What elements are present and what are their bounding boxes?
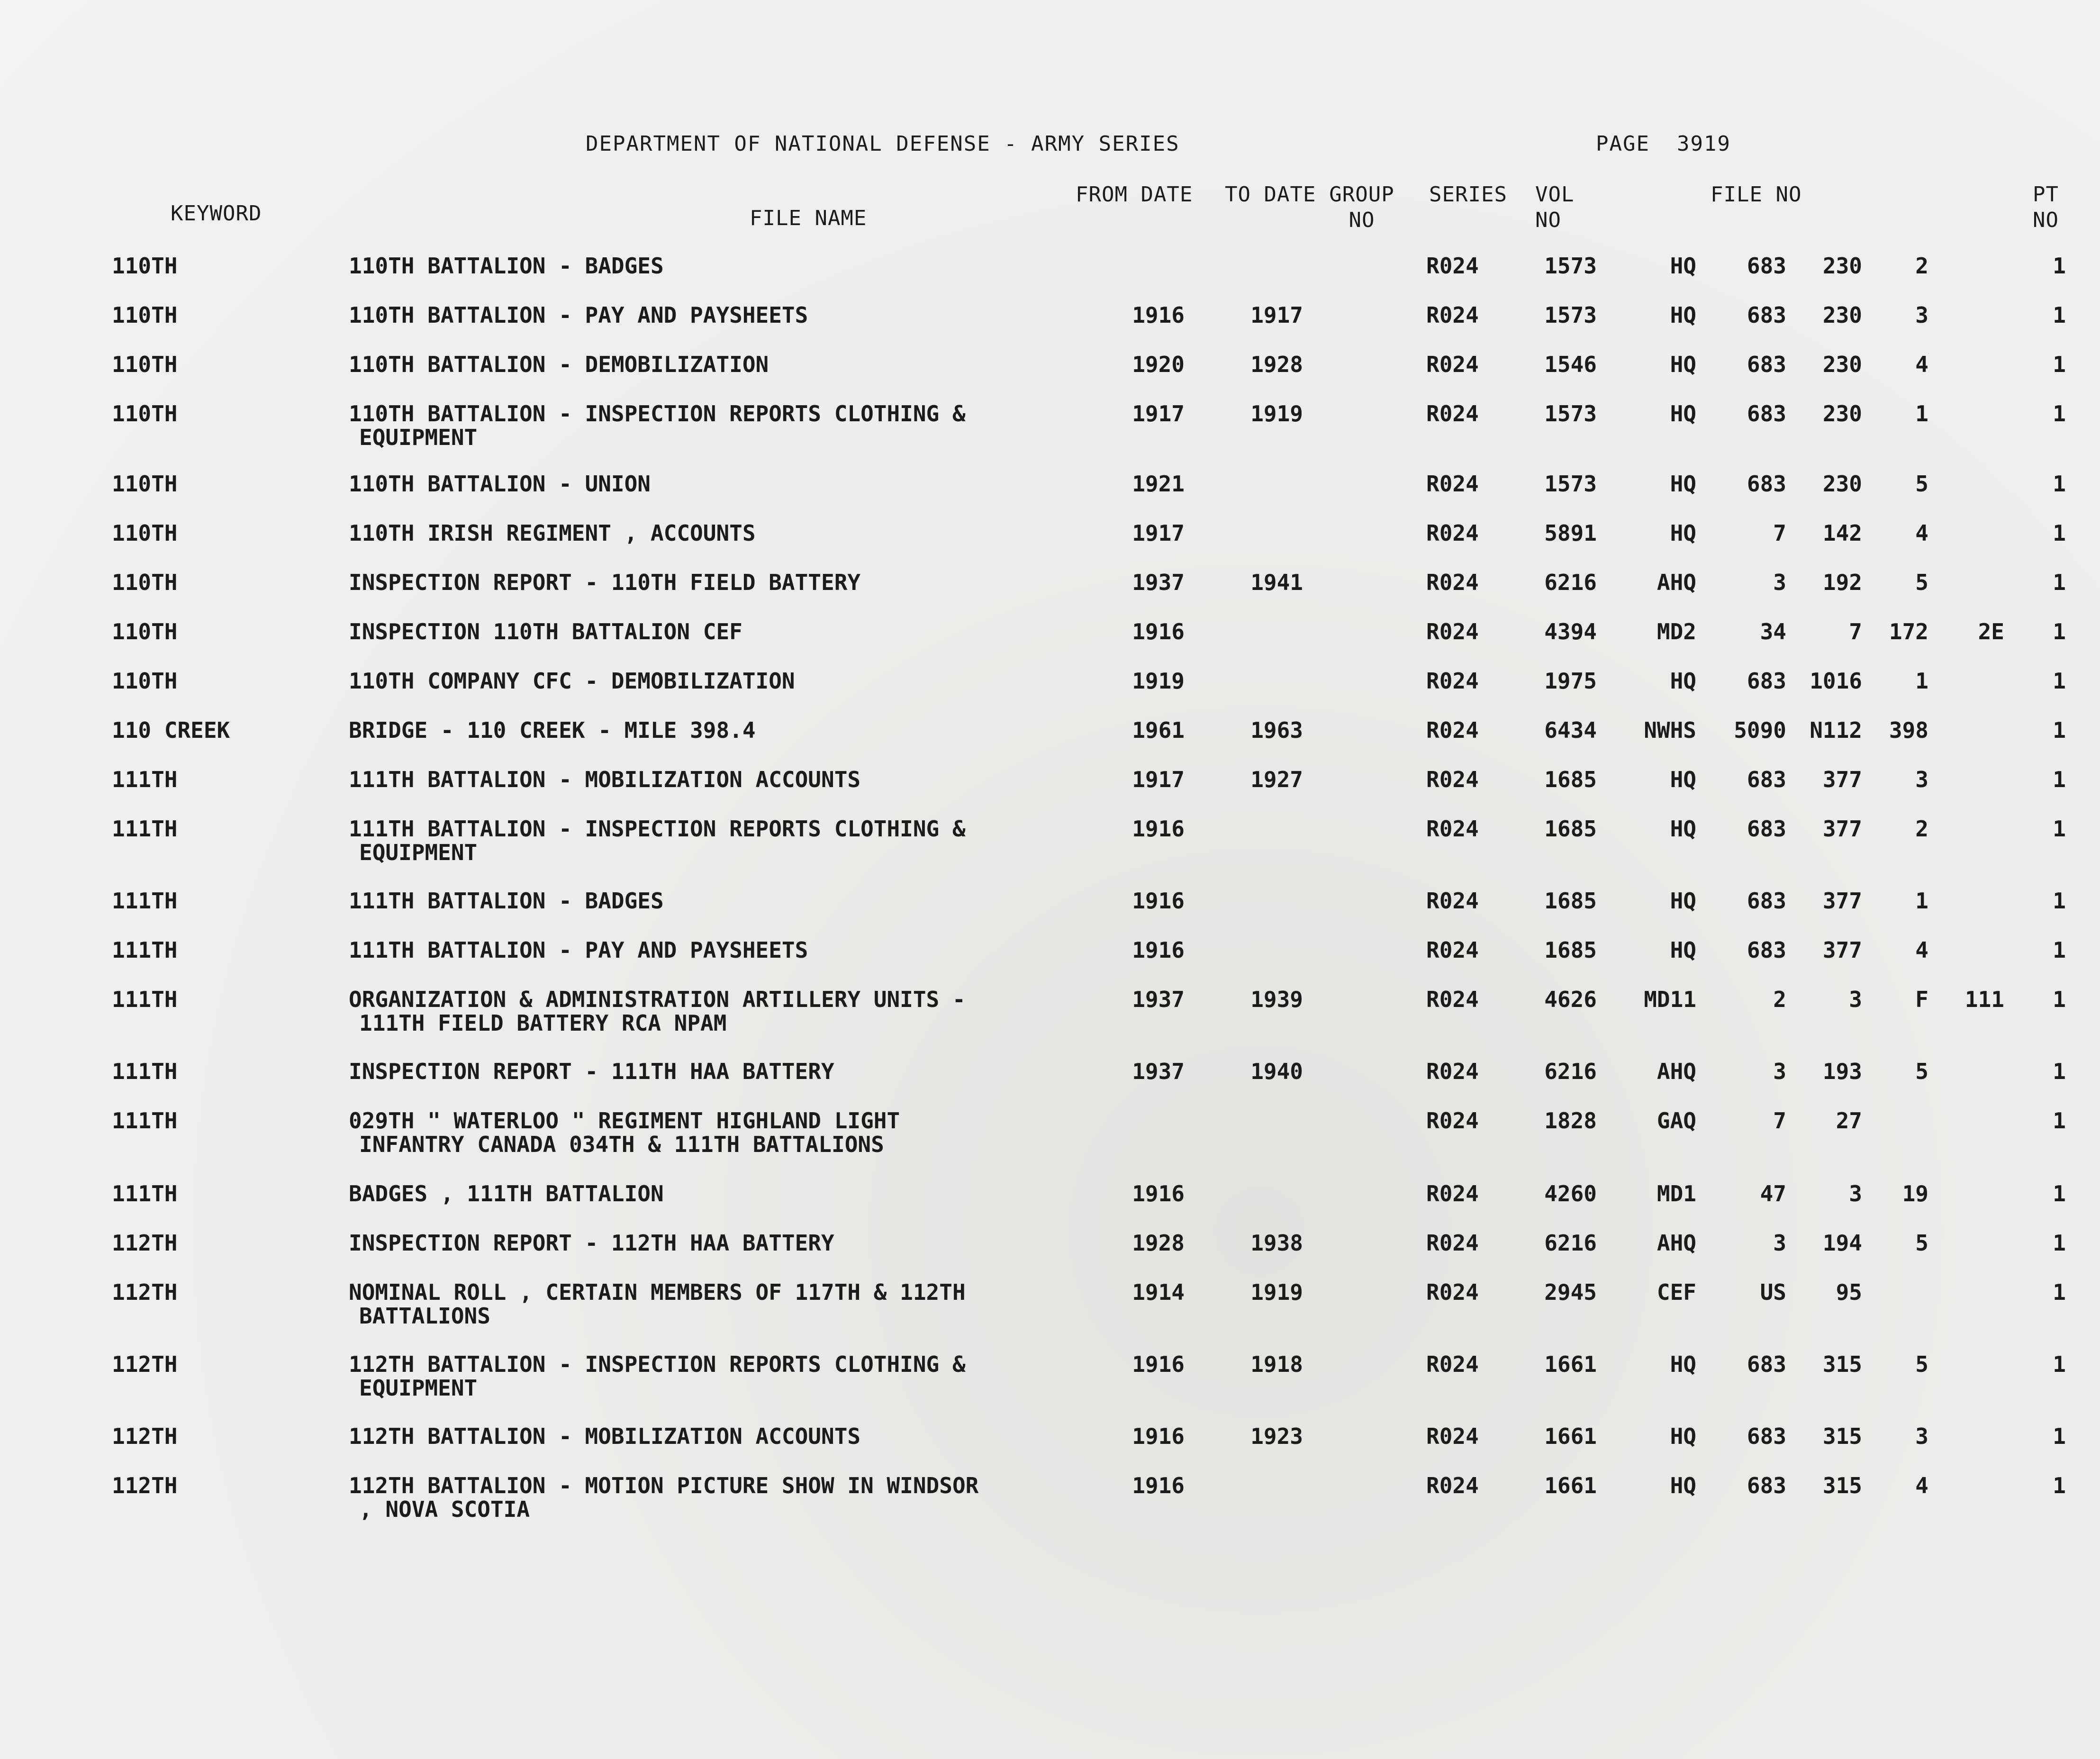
page-number: 3919 [1676,132,1731,156]
file-no-part3-cell: 5 [1915,1059,1928,1084]
file-no-part3-cell: 2 [1915,253,1928,279]
file-no-part1-cell: 683 [1747,302,1786,328]
vol-no-cell: 1685 [1544,767,1597,792]
file-no-part2-cell: N112 [1810,717,1862,743]
vol-no-cell: 6434 [1544,717,1597,743]
keyword-cell: 111TH [112,767,178,792]
from-date-cell: 1916 [1132,302,1185,328]
series-cell: R024 [1426,717,1479,743]
vol-no-cell: 6216 [1544,1230,1597,1256]
header-series: SERIES [1429,182,1507,207]
file-name-line1: 111TH BATTALION - INSPECTION REPORTS CLOTHING & [349,816,966,842]
series-cell: R024 [1426,1279,1479,1305]
series-cell: R024 [1426,352,1479,377]
series-cell: R024 [1426,937,1479,963]
file-no-part2-cell: 377 [1822,767,1862,792]
file-no-part1-cell: 683 [1747,767,1786,792]
series-cell: R024 [1426,1424,1479,1449]
file-no-part3-cell: 4 [1915,1473,1928,1498]
to-date-cell: 1919 [1250,401,1303,426]
pt-no-cell: 1 [2053,1279,2066,1305]
file-no-part2-cell: 230 [1822,401,1862,426]
keyword-cell: 111TH [112,1181,178,1206]
vol-no-cell: 1975 [1544,668,1597,694]
file-no-part1-cell: US [1760,1279,1786,1305]
from-date-cell: 1916 [1132,816,1185,842]
series-cell: R024 [1426,520,1479,546]
vol-no-cell: 6216 [1544,570,1597,595]
header-from-date: FROM DATE [1076,182,1193,207]
page-number-label [1596,132,1731,156]
file-name-line1: 112TH BATTALION - MOTION PICTURE SHOW IN WINDSOR [349,1473,979,1498]
file-name-line1: 110TH BATTALION - PAY AND PAYSHEETS [349,302,808,328]
file-no-office-cell: AHQ [1656,1230,1696,1256]
keyword-cell: 110TH [112,352,178,377]
series-cell: R024 [1426,816,1479,842]
vol-no-cell: 1573 [1544,302,1597,328]
file-no-part2-cell: 377 [1822,937,1862,963]
file-no-part2-cell: 194 [1822,1230,1862,1256]
header-keyword: KEYWORD [171,201,262,226]
series-cell: R024 [1426,1108,1479,1133]
file-name-cell [349,521,1069,545]
file-name-cell [349,1060,1069,1083]
file-no-part1-cell: 5090 [1734,717,1786,743]
file-name-cell [349,1231,1069,1255]
file-no-office-cell: MD11 [1644,987,1696,1012]
file-no-office-cell: HQ [1670,767,1696,792]
pt-no-cell: 1 [2053,888,2066,914]
pt-no-cell: 1 [2053,1059,2066,1084]
vol-no-cell: 5891 [1544,520,1597,546]
series-cell: R024 [1426,1059,1479,1084]
pt-no-cell: 1 [2053,1473,2066,1498]
file-no-office-cell: HQ [1670,1424,1696,1449]
pt-no-cell: 1 [2053,816,2066,842]
file-no-part3-cell: 19 [1902,1181,1928,1206]
file-no-office-cell: HQ [1670,888,1696,914]
series-cell: R024 [1426,888,1479,914]
file-name-cell [349,571,1069,594]
vol-no-cell: 6216 [1544,1059,1597,1084]
file-no-office-cell: HQ [1670,668,1696,694]
file-name-line1: BADGES , 111TH BATTALION [349,1181,664,1206]
file-name-cell [349,254,1069,278]
pt-no-cell: 1 [2053,1351,2066,1377]
vol-no-cell: 1661 [1544,1424,1597,1449]
file-no-part2-cell: 7 [1849,619,1862,644]
file-name-cell [349,1109,1069,1156]
file-no-part1-cell: 683 [1747,1351,1786,1377]
file-name-cell [349,1424,1069,1448]
pt-no-cell: 1 [2053,619,2066,644]
file-name-line2: 111TH FIELD BATTERY RCA NPAM [359,1010,727,1036]
series-cell: R024 [1426,1181,1479,1206]
vol-no-cell: 1573 [1544,401,1597,426]
file-no-part1-cell: 683 [1747,352,1786,377]
file-no-part1-cell: 7 [1773,520,1786,546]
file-no-part1-cell: 683 [1747,1473,1786,1498]
file-no-part4-cell: 2E [1978,619,2004,644]
to-date-cell: 1928 [1250,352,1303,377]
from-date-cell: 1916 [1132,937,1185,963]
file-no-part3-cell: 5 [1915,471,1928,497]
pt-no-cell: 1 [2053,302,2066,328]
header-file-no: FILE NO [1711,182,1802,207]
file-name-line1: INSPECTION REPORT - 110TH FIELD BATTERY [349,570,861,595]
page-label-text: PAGE [1596,132,1650,156]
from-date-cell: 1916 [1132,1473,1185,1498]
file-no-part3-cell: 5 [1915,1230,1928,1256]
file-no-part3-cell: 2 [1915,816,1928,842]
file-name-cell [349,768,1069,791]
file-name-cell [349,620,1069,644]
from-date-cell: 1920 [1132,352,1185,377]
pt-no-cell: 1 [2053,987,2066,1012]
from-date-cell: 1937 [1132,987,1185,1012]
file-no-office-cell: AHQ [1656,1059,1696,1084]
from-date-cell: 1917 [1132,520,1185,546]
file-name-cell [349,1182,1069,1206]
file-no-part1-cell: 683 [1747,668,1786,694]
pt-no-cell: 1 [2053,668,2066,694]
file-name-line1: 110TH BATTALION - UNION [349,471,651,497]
series-cell: R024 [1426,987,1479,1012]
table-row [0,988,2100,1054]
file-no-part3-cell: 4 [1915,352,1928,377]
to-date-cell: 1938 [1250,1230,1303,1256]
file-no-part3-cell: 398 [1889,717,1928,743]
to-date-cell: 1941 [1250,570,1303,595]
pt-no-cell: 1 [2053,352,2066,377]
file-no-part2-cell: 230 [1822,471,1862,497]
series-cell: R024 [1426,619,1479,644]
pt-no-cell: 1 [2053,937,2066,963]
from-date-cell: 1914 [1132,1279,1185,1305]
file-no-part1-cell: 3 [1773,570,1786,595]
from-date-cell: 1917 [1132,767,1185,792]
file-no-part2-cell: 27 [1836,1108,1862,1133]
file-no-office-cell: HQ [1670,816,1696,842]
file-no-office-cell: HQ [1670,1473,1696,1498]
series-cell: R024 [1426,1351,1479,1377]
page-title: DEPARTMENT OF NATIONAL DEFENSE - ARMY SERIES [586,132,1180,156]
file-no-part2-cell: 192 [1822,570,1862,595]
series-cell: R024 [1426,1230,1479,1256]
file-no-part2-cell: 142 [1822,520,1862,546]
file-no-office-cell: GAQ [1656,1108,1696,1133]
to-date-cell: 1918 [1250,1351,1303,1377]
file-no-part1-cell: 683 [1747,471,1786,497]
keyword-cell: 112TH [112,1230,178,1256]
file-no-part2-cell: 193 [1822,1059,1862,1084]
file-no-part3-cell: 172 [1889,619,1928,644]
file-name-cell [349,472,1069,496]
file-name-line2: INFANTRY CANADA 034TH & 111TH BATTALIONS [359,1132,884,1157]
file-no-part2-cell: 3 [1849,1181,1862,1206]
file-name-cell [349,303,1069,327]
file-no-part3-cell: 3 [1915,767,1928,792]
file-name-line1: 111TH BATTALION - PAY AND PAYSHEETS [349,937,808,963]
file-name-line1: 112TH BATTALION - INSPECTION REPORTS CLOTHING & [349,1351,966,1377]
file-no-part2-cell: 3 [1849,987,1862,1012]
table-row [0,1474,2100,1540]
vol-no-cell: 4626 [1544,987,1597,1012]
to-date-cell: 1927 [1250,767,1303,792]
file-no-part1-cell: 683 [1747,937,1786,963]
keyword-cell: 110TH [112,570,178,595]
file-name-cell [349,889,1069,913]
table-row [0,817,2100,883]
pt-no-cell: 1 [2053,570,2066,595]
file-no-office-cell: MD2 [1656,619,1696,644]
file-name-line1: INSPECTION 110TH BATTALION CEF [349,619,742,644]
file-name-cell [349,988,1069,1035]
pt-no-cell: 1 [2053,520,2066,546]
file-no-part1-cell: 683 [1747,253,1786,279]
header-file-name: FILE NAME [750,206,867,230]
pt-no-cell: 1 [2053,1424,2066,1449]
vol-no-cell: 1685 [1544,888,1597,914]
file-no-office-cell: HQ [1670,253,1696,279]
header-pt-no: PT NO [2033,182,2059,232]
file-name-cell [349,718,1069,742]
file-name-line1: 112TH BATTALION - MOBILIZATION ACCOUNTS [349,1424,861,1449]
from-date-cell: 1917 [1132,401,1185,426]
file-name-line2: EQUIPMENT [359,425,478,450]
file-no-part2-cell: 377 [1822,816,1862,842]
file-name-line1: 111TH BATTALION - MOBILIZATION ACCOUNTS [349,767,861,792]
series-cell: R024 [1426,401,1479,426]
pt-no-cell: 1 [2053,253,2066,279]
series-cell: R024 [1426,668,1479,694]
keyword-cell: 112TH [112,1473,178,1498]
file-no-part3-cell: 4 [1915,520,1928,546]
from-date-cell: 1928 [1132,1230,1185,1256]
keyword-cell: 111TH [112,1059,178,1084]
series-cell: R024 [1426,471,1479,497]
keyword-cell: 110TH [112,471,178,497]
file-no-part3-cell: 5 [1915,1351,1928,1377]
table-row [0,1352,2100,1419]
file-no-part1-cell: 3 [1773,1059,1786,1084]
file-no-part2-cell: 315 [1822,1351,1862,1377]
vol-no-cell: 1685 [1544,937,1597,963]
pt-no-cell: 1 [2053,471,2066,497]
file-name-line1: NOMINAL ROLL , CERTAIN MEMBERS OF 117TH & 112TH [349,1279,966,1305]
pt-no-cell: 1 [2053,1181,2066,1206]
series-cell: R024 [1426,767,1479,792]
file-no-part1-cell: 47 [1760,1181,1786,1206]
file-no-part2-cell: 377 [1822,888,1862,914]
vol-no-cell: 1546 [1544,352,1597,377]
file-no-office-cell: HQ [1670,302,1696,328]
keyword-cell: 111TH [112,987,178,1012]
file-no-part2-cell: 1016 [1810,668,1862,694]
vol-no-cell: 1573 [1544,253,1597,279]
from-date-cell: 1937 [1132,570,1185,595]
keyword-cell: 110TH [112,520,178,546]
from-date-cell: 1916 [1132,1351,1185,1377]
keyword-cell: 112TH [112,1424,178,1449]
file-name-line2: EQUIPMENT [359,1375,478,1401]
vol-no-cell: 1573 [1544,471,1597,497]
keyword-cell: 111TH [112,816,178,842]
vol-no-cell: 1828 [1544,1108,1597,1133]
table-row [0,1109,2100,1175]
file-no-office-cell: HQ [1670,937,1696,963]
file-no-part1-cell: 2 [1773,987,1786,1012]
pt-no-cell: 1 [2053,717,2066,743]
keyword-cell: 110TH [112,302,178,328]
pt-no-cell: 1 [2053,1230,2066,1256]
file-no-part2-cell: 95 [1836,1279,1862,1305]
file-no-part3-cell: F [1915,987,1928,1012]
file-no-office-cell: HQ [1670,520,1696,546]
file-name-cell [349,1474,1069,1521]
vol-no-cell: 1661 [1544,1351,1597,1377]
file-name-line1: BRIDGE - 110 CREEK - MILE 398.4 [349,717,756,743]
file-no-part2-cell: 230 [1822,253,1862,279]
file-no-part1-cell: 683 [1747,1424,1786,1449]
file-name-line2: EQUIPMENT [359,840,478,865]
table-row [0,1280,2100,1347]
file-name-line1: 111TH BATTALION - BADGES [349,888,664,914]
keyword-cell: 112TH [112,1351,178,1377]
file-no-part1-cell: 683 [1747,816,1786,842]
header-vol-no: VOL NO [1535,182,1575,232]
file-name-cell [349,817,1069,864]
to-date-cell: 1919 [1250,1279,1303,1305]
header-group-no: GROUP NO [1329,182,1394,232]
keyword-cell: 111TH [112,1108,178,1133]
file-name-cell [349,1280,1069,1328]
keyword-cell: 110TH [112,253,178,279]
vol-no-cell: 1685 [1544,816,1597,842]
file-name-cell [349,1352,1069,1400]
keyword-cell: 110TH [112,668,178,694]
file-no-part1-cell: 34 [1760,619,1786,644]
file-no-part3-cell: 1 [1915,888,1928,914]
file-no-part1-cell: 3 [1773,1230,1786,1256]
vol-no-cell: 4394 [1544,619,1597,644]
file-no-part3-cell: 4 [1915,937,1928,963]
series-cell: R024 [1426,253,1479,279]
file-name-line1: 110TH BATTALION - DEMOBILIZATION [349,352,769,377]
from-date-cell: 1916 [1132,888,1185,914]
series-cell: R024 [1426,1473,1479,1498]
keyword-cell: 112TH [112,1279,178,1305]
to-date-cell: 1940 [1250,1059,1303,1084]
from-date-cell: 1916 [1132,1424,1185,1449]
file-name-line2: BATTALIONS [359,1303,490,1329]
file-no-office-cell: CEF [1656,1279,1696,1305]
to-date-cell: 1963 [1250,717,1303,743]
file-no-office-cell: AHQ [1656,570,1696,595]
from-date-cell: 1916 [1132,1181,1185,1206]
file-no-part3-cell: 5 [1915,570,1928,595]
file-no-part3-cell: 3 [1915,1424,1928,1449]
keyword-cell: 110TH [112,401,178,426]
file-name-cell [349,402,1069,449]
file-name-line2: , NOVA SCOTIA [359,1496,530,1522]
file-name-line1: 110TH BATTALION - INSPECTION REPORTS CLOTHING & [349,401,966,426]
to-date-cell: 1917 [1250,302,1303,328]
file-name-line1: 110TH IRISH REGIMENT , ACCOUNTS [349,520,756,546]
file-no-part3-cell: 3 [1915,302,1928,328]
file-no-part2-cell: 230 [1822,302,1862,328]
file-no-office-cell: HQ [1670,401,1696,426]
file-no-part4-cell: 111 [1964,987,2004,1012]
header-to-date: TO DATE [1225,182,1316,207]
file-no-office-cell: HQ [1670,352,1696,377]
file-no-part2-cell: 230 [1822,352,1862,377]
vol-no-cell: 1661 [1544,1473,1597,1498]
file-no-office-cell: NWHS [1644,717,1696,743]
file-name-cell [349,353,1069,376]
pt-no-cell: 1 [2053,1108,2066,1133]
file-no-part3-cell: 1 [1915,668,1928,694]
file-name-line1: 029TH " WATERLOO " REGIMENT HIGHLAND LIGHT [349,1108,900,1133]
series-cell: R024 [1426,302,1479,328]
file-name-cell [349,938,1069,962]
file-no-part3-cell: 1 [1915,401,1928,426]
file-name-line1: INSPECTION REPORT - 112TH HAA BATTERY [349,1230,834,1256]
from-date-cell: 1961 [1132,717,1185,743]
file-no-part1-cell: 7 [1773,1108,1786,1133]
keyword-cell: 110 CREEK [112,717,230,743]
table-row [0,402,2100,468]
from-date-cell: 1937 [1132,1059,1185,1084]
file-name-cell [349,669,1069,693]
keyword-cell: 111TH [112,888,178,914]
vol-no-cell: 2945 [1544,1279,1597,1305]
file-name-line1: 110TH COMPANY CFC - DEMOBILIZATION [349,668,795,694]
pt-no-cell: 1 [2053,401,2066,426]
keyword-cell: 110TH [112,619,178,644]
to-date-cell: 1939 [1250,987,1303,1012]
file-no-part2-cell: 315 [1822,1424,1862,1449]
vol-no-cell: 4260 [1544,1181,1597,1206]
from-date-cell: 1919 [1132,668,1185,694]
file-no-office-cell: HQ [1670,1351,1696,1377]
file-name-line1: 110TH BATTALION - BADGES [349,253,664,279]
to-date-cell: 1923 [1250,1424,1303,1449]
series-cell: R024 [1426,570,1479,595]
file-no-part2-cell: 315 [1822,1473,1862,1498]
keyword-cell: 111TH [112,937,178,963]
from-date-cell: 1921 [1132,471,1185,497]
file-no-office-cell: MD1 [1656,1181,1696,1206]
pt-no-cell: 1 [2053,767,2066,792]
file-name-line1: INSPECTION REPORT - 111TH HAA BATTERY [349,1059,834,1084]
file-no-office-cell: HQ [1670,471,1696,497]
file-name-line1: ORGANIZATION & ADMINISTRATION ARTILLERY UNITS - [349,987,966,1012]
file-no-part1-cell: 683 [1747,401,1786,426]
from-date-cell: 1916 [1132,619,1185,644]
file-no-part1-cell: 683 [1747,888,1786,914]
